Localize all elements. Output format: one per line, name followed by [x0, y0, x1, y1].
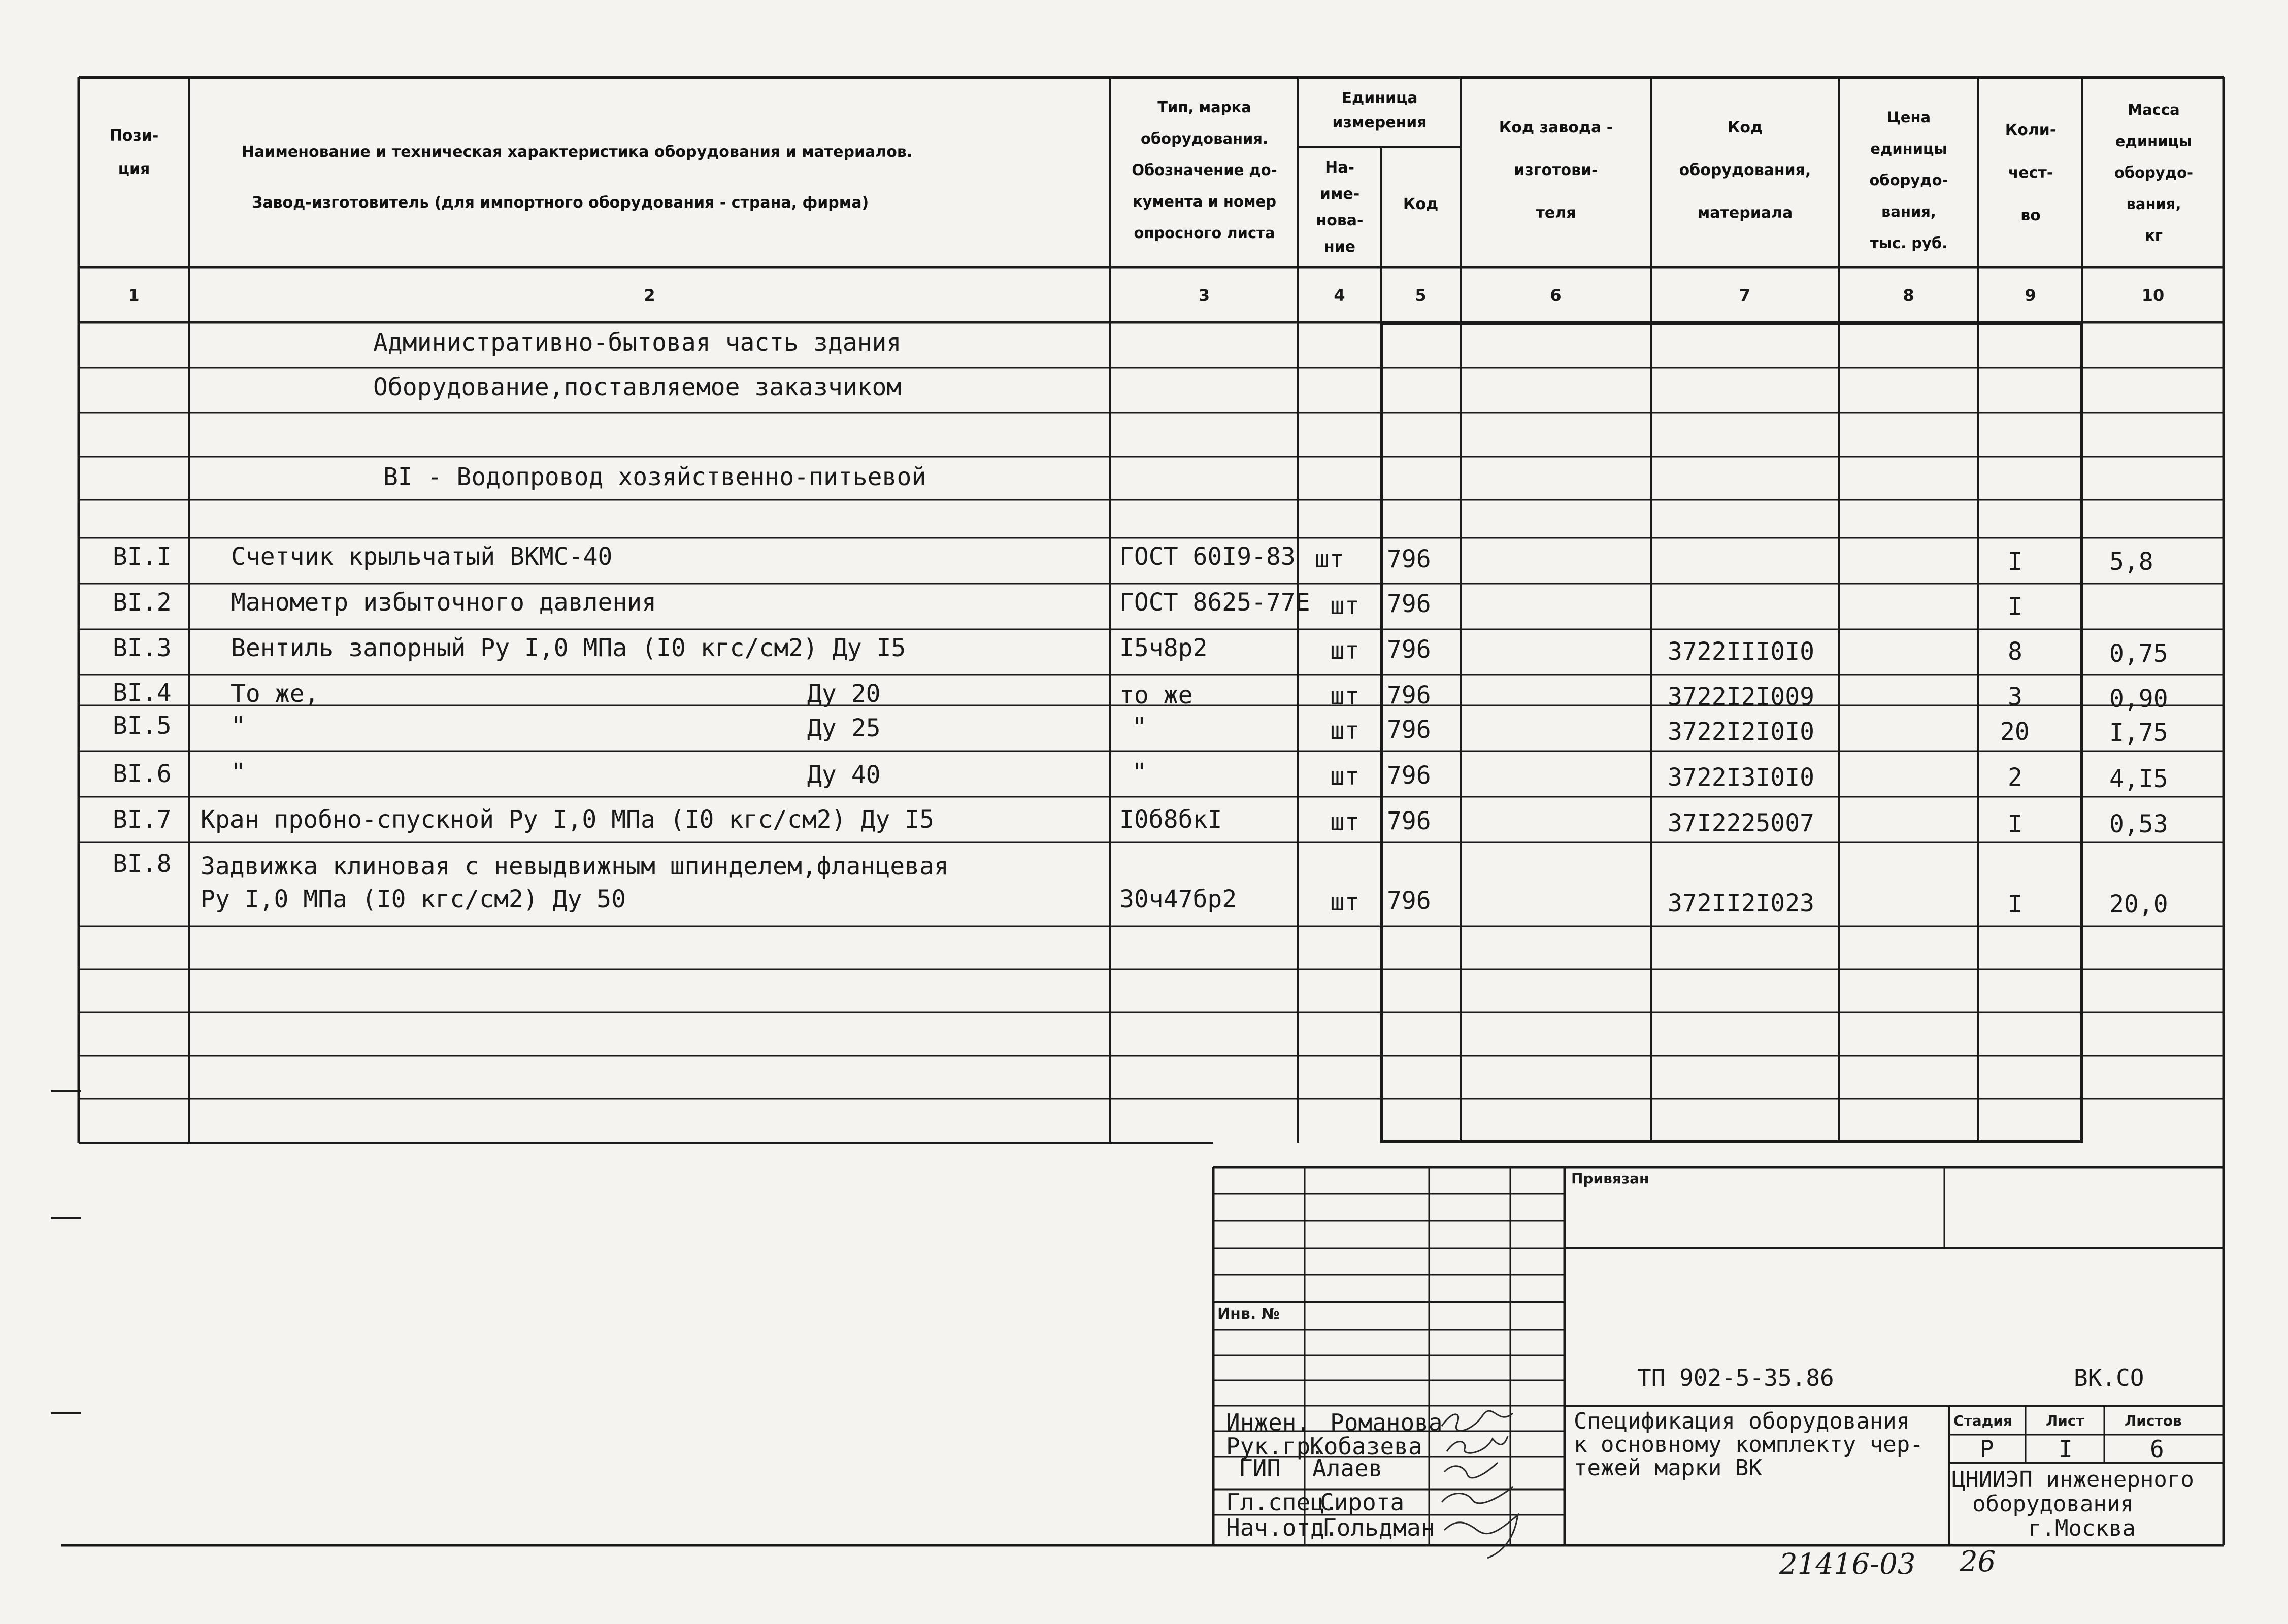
row-dn: Ду 40	[807, 761, 881, 789]
header-text: материала	[1697, 204, 1793, 222]
header-text: Коли-	[2005, 121, 2057, 139]
row-mass: 0,53	[2109, 810, 2168, 838]
header-text: Завод-изготовитель (для импортного оборудования - страна, фирма)	[252, 194, 869, 212]
column-number: 6	[1550, 286, 1562, 305]
row-doc: ГОСТ 8625-77Е	[1119, 588, 1310, 617]
row-dn: Ду 20	[807, 680, 881, 708]
row-unit-code: 796	[1387, 545, 1431, 573]
row-mass: 4,I5	[2109, 765, 2168, 793]
staff-name: Алаев	[1312, 1454, 1383, 1482]
row-code: 3722I2I009	[1668, 683, 1814, 711]
row-mass: I,75	[2109, 719, 2168, 747]
row-name: Задвижка клиновая с невыдвижным шпинделем,фланцевая	[201, 852, 949, 881]
staff-role: Инжен.	[1226, 1409, 1311, 1436]
row-unit-code: 796	[1387, 681, 1431, 709]
header-text: име-	[1319, 185, 1360, 203]
row-position: BI.7	[113, 805, 172, 834]
section-title: Оборудование,поставляемое заказчиком	[373, 373, 902, 401]
row-position: BI.I	[113, 543, 172, 571]
column-number: 3	[1198, 286, 1210, 305]
staff-name: Романова	[1330, 1409, 1443, 1436]
header-col4	[1300, 155, 1380, 260]
sheet-value: I	[2059, 1435, 2073, 1463]
header-text: оборудования,	[1679, 161, 1811, 179]
staff-role: Гл.спец.	[1226, 1488, 1339, 1516]
row-qty: I	[2008, 592, 2022, 621]
row-mass: 5,8	[2109, 548, 2153, 576]
organization	[1952, 1468, 2194, 1541]
header-text: во	[2020, 207, 2041, 224]
header-text: На-	[1325, 159, 1354, 177]
header-col5: Код	[1403, 195, 1439, 213]
row-unit-code: 796	[1387, 590, 1431, 618]
sheets-label: Листов	[2125, 1412, 2182, 1429]
description-line: к основному комплекту чер-	[1574, 1432, 1924, 1458]
row-code: 3722I2I0I0	[1668, 718, 1814, 746]
row-unit: шт	[1315, 545, 1344, 573]
header-col2	[191, 127, 1109, 228]
header-text: Код завода -	[1499, 119, 1613, 137]
row-mass: 0,90	[2109, 685, 2168, 713]
column-number: 1	[128, 286, 140, 305]
row-position: BI.4	[113, 679, 172, 707]
row-name: Кран пробно-спускной Ру I,0 МПа (I0 кгс/см2) Ду I5	[201, 805, 934, 834]
header-text: Наименование и техническая характеристика оборудования и материалов.	[242, 143, 913, 161]
header-text: единицы	[2115, 132, 2193, 150]
row-name: Счетчик крыльчатый ВКМС-40	[231, 543, 613, 571]
row-position: BI.2	[113, 588, 172, 617]
privyazan-label: Привязан	[1571, 1170, 1649, 1187]
row-position: BI.3	[113, 634, 172, 662]
row-doc: "	[1132, 758, 1147, 787]
description-line: Спецификация оборудования	[1574, 1408, 1910, 1434]
header-text: Единица	[1341, 89, 1418, 107]
header-text: опросного листа	[1134, 224, 1275, 242]
column-number: 8	[1903, 286, 1914, 305]
header-col3	[1112, 91, 1297, 249]
staff-name: Гольдман	[1322, 1514, 1435, 1541]
organization-line: оборудования	[1972, 1491, 2134, 1517]
row-mass: 0,75	[2109, 639, 2168, 668]
header-text: Код	[1727, 119, 1763, 137]
header-col7	[1652, 107, 1838, 234]
row-doc: ГОСТ 60I9-83	[1119, 543, 1296, 571]
row-code: 372II2I023	[1668, 889, 1814, 918]
row-unit: шт	[1330, 762, 1359, 791]
row-name: Манометр избыточного давления	[231, 588, 657, 617]
header-text: Цена	[1886, 109, 1931, 126]
header-text: ция	[118, 160, 150, 178]
header-text: теля	[1536, 204, 1576, 222]
row-unit: шт	[1330, 717, 1359, 745]
column-number: 2	[644, 286, 655, 305]
row-name: "	[231, 758, 246, 787]
header-text: нова-	[1316, 212, 1364, 229]
row-code: 3722I3I0I0	[1668, 763, 1814, 792]
row-doc: то же	[1119, 681, 1193, 709]
specification-description	[1574, 1410, 1924, 1480]
sheet-label: Лист	[2046, 1412, 2084, 1429]
row-unit-code: 796	[1387, 807, 1431, 835]
header-text: вания,	[1881, 203, 1936, 220]
staff-role: Рук.гр.	[1226, 1433, 1324, 1460]
row-doc: 30ч47бр2	[1119, 885, 1237, 913]
page-number: 26	[1960, 1545, 1996, 1578]
row-unit: шт	[1330, 592, 1359, 620]
header-text: Обозначение до-	[1132, 161, 1277, 179]
header-text: оборудования.	[1140, 130, 1269, 147]
header-col1	[81, 119, 187, 186]
staff-role: ГИП	[1239, 1454, 1281, 1482]
drawing-mark: ВК.СО	[2074, 1364, 2144, 1392]
row-position: BI.8	[113, 850, 172, 878]
row-qty: I	[2008, 548, 2022, 576]
section-title: BI - Водопровод хозяйственно-питьевой	[383, 463, 926, 491]
header-col10	[2084, 94, 2224, 251]
row-doc: "	[1132, 713, 1147, 741]
header-text: ние	[1323, 238, 1356, 256]
organization-line: ЦНИИЭП инженерного	[1952, 1467, 2194, 1493]
header-col6	[1462, 107, 1650, 234]
staff-role: Нач.отд.	[1226, 1514, 1339, 1541]
row-doc: I0б8бкI	[1119, 805, 1222, 834]
organization-line: г.Москва	[2028, 1515, 2136, 1541]
stage-value: Р	[1980, 1435, 1994, 1463]
column-number: 9	[2025, 286, 2036, 305]
document-number: 21416-03	[1779, 1548, 1916, 1581]
header-text: кг	[2145, 227, 2163, 244]
header-text: вания,	[2126, 195, 2181, 213]
project-number: ТП 902-5-35.86	[1637, 1364, 1834, 1392]
signature-icon	[1437, 1406, 1548, 1568]
inventory-number-label: Инв. №	[1217, 1305, 1280, 1323]
staff-name: Кобазева	[1310, 1433, 1422, 1460]
row-code: 3722III0I0	[1668, 637, 1814, 666]
row-name: То же,	[231, 680, 319, 708]
row-name: "	[231, 712, 246, 740]
header-unit-group	[1300, 86, 1460, 135]
header-col8	[1840, 101, 1977, 259]
row-name-continued: Ру I,0 МПа (I0 кгс/см2) Ду 50	[201, 885, 626, 913]
row-doc: I5ч8р2	[1119, 634, 1208, 662]
header-text: оборудо-	[2114, 164, 2194, 181]
column-number: 4	[1334, 286, 1345, 305]
row-position: BI.5	[113, 712, 172, 740]
row-qty: 20	[2000, 718, 2030, 746]
row-qty: 2	[2008, 763, 2022, 792]
column-number: 10	[2141, 286, 2165, 305]
column-number: 7	[1739, 286, 1751, 305]
header-text: единицы	[1870, 140, 1947, 157]
row-name: Вентиль запорный Ру I,0 МПа (I0 кгс/см2) Ду I5	[231, 634, 906, 662]
header-text: измерения	[1332, 114, 1427, 131]
row-qty: I	[2008, 890, 2022, 919]
sheets-value: 6	[2150, 1435, 2164, 1463]
row-unit-code: 796	[1387, 635, 1431, 664]
section-title: Административно-бытовая часть здания	[373, 328, 902, 357]
header-text: изготови-	[1514, 161, 1598, 179]
header-text: Масса	[2128, 101, 2180, 118]
row-qty: 8	[2008, 637, 2022, 666]
row-qty: I	[2008, 810, 2022, 838]
row-qty: 3	[2008, 683, 2022, 711]
header-text: чест-	[2008, 164, 2053, 182]
header-text: Тип, марка	[1157, 98, 1251, 116]
row-unit: шт	[1330, 808, 1359, 836]
row-unit: шт	[1330, 888, 1359, 917]
description-line: тежей марки ВК	[1574, 1455, 1762, 1481]
row-unit-code: 796	[1387, 761, 1431, 790]
header-text: тыс. руб.	[1870, 234, 1948, 252]
header-text: кумента и номер	[1133, 193, 1276, 210]
header-col9	[1980, 109, 2081, 237]
row-unit: шт	[1330, 682, 1359, 710]
staff-name: Сирота	[1320, 1488, 1405, 1516]
column-number: 5	[1415, 286, 1427, 305]
header-text: Пози-	[109, 127, 159, 145]
row-dn: Ду 25	[807, 714, 881, 742]
row-unit-code: 796	[1387, 716, 1431, 744]
row-unit-code: 796	[1387, 887, 1431, 915]
row-code: 37I2225007	[1668, 809, 1814, 837]
row-mass: 20,0	[2109, 890, 2168, 919]
stage-label: Стадия	[1953, 1412, 2012, 1429]
header-text: оборудо-	[1869, 172, 1948, 189]
row-unit: шт	[1330, 636, 1359, 665]
row-position: BI.6	[113, 760, 172, 788]
